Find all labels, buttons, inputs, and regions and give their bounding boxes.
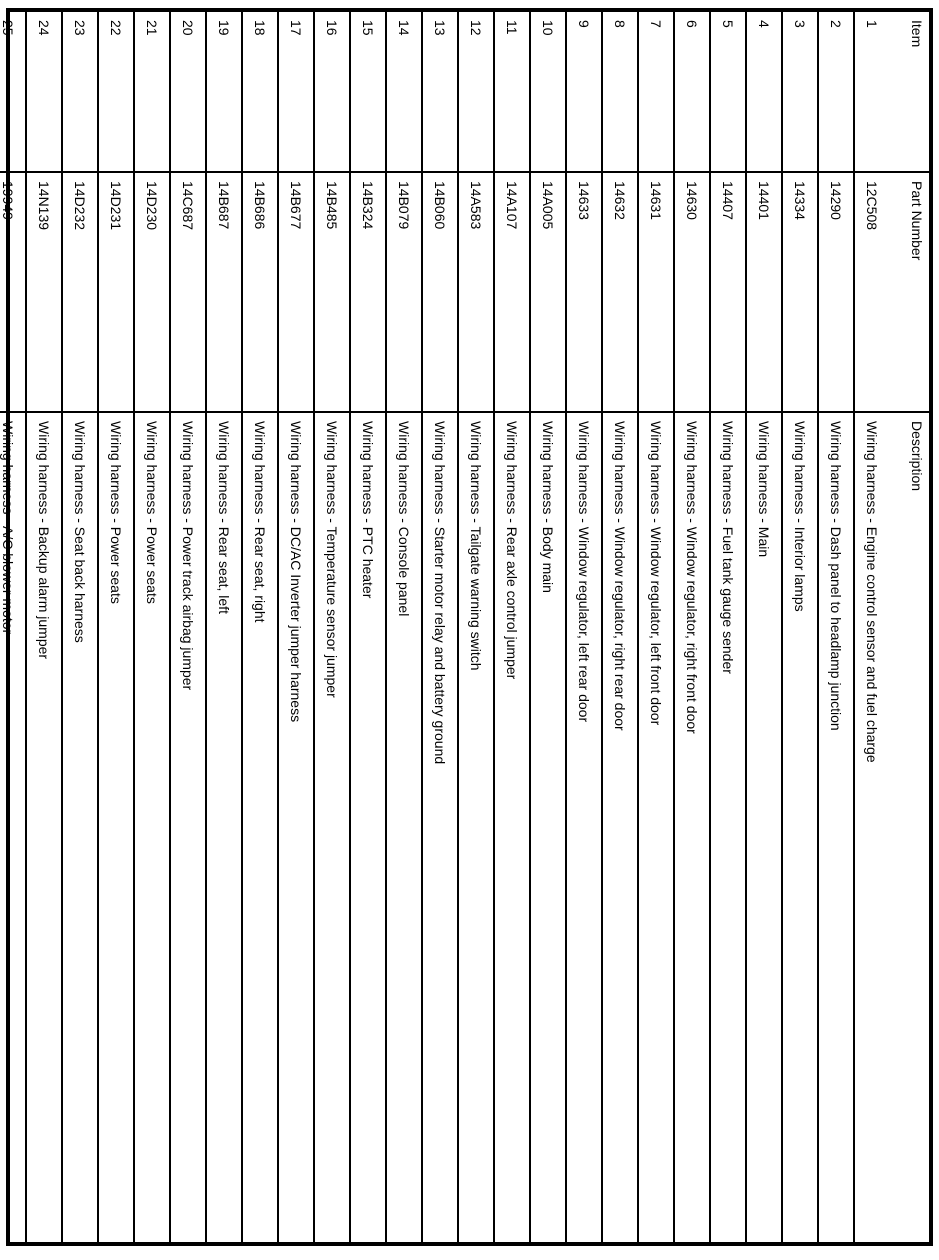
cell-description: Wiring harness - Window regulator, right rear door (612, 421, 628, 731)
table-row (62, 12, 98, 1242)
table-row (422, 12, 458, 1242)
cell-description: Wiring harness - Fuel tank gauge sender (720, 421, 736, 674)
cell-part-number: 14C687 (170, 172, 206, 412)
cell-item: 18 (242, 12, 278, 172)
cell-item: 16 (314, 12, 350, 172)
cell-item: 25 (0, 12, 26, 172)
cell-description: Wiring harness - Power seats (144, 421, 160, 604)
table-row (746, 12, 782, 1242)
cell-item: 10 (530, 12, 566, 172)
table-row (674, 12, 710, 1242)
table-row (242, 12, 278, 1242)
cell-part-number: 14A107 (494, 172, 530, 412)
cell-part-number: 14B324 (350, 172, 386, 412)
cell-item: 8 (602, 12, 638, 172)
table-row (170, 12, 206, 1242)
cell-item: 22 (98, 12, 134, 172)
table-row (710, 12, 746, 1242)
cell-item: 12 (458, 12, 494, 172)
table-body (0, 12, 889, 1242)
cell-part-number: 14B677 (278, 172, 314, 412)
cell-part-number: 14632 (602, 172, 638, 412)
cell-description: Wiring harness - Body main (540, 421, 556, 593)
cell-item: 21 (134, 12, 170, 172)
table-row (98, 12, 134, 1242)
table-row (782, 12, 818, 1242)
cell-item: 23 (62, 12, 98, 172)
table-row (530, 12, 566, 1242)
table-row (0, 12, 26, 1242)
cell-item: 14 (386, 12, 422, 172)
cell-description: Wiring harness - Interior lamps (792, 421, 808, 612)
table-row (26, 12, 62, 1242)
parts-table (0, 12, 929, 1242)
cell-item: 20 (170, 12, 206, 172)
header-item: Item (889, 12, 929, 172)
table-row (494, 12, 530, 1242)
cell-part-number: 14D230 (134, 172, 170, 412)
cell-part-number: 14B687 (206, 172, 242, 412)
cell-item: 2 (818, 12, 854, 172)
cell-part-number: 14290 (818, 172, 854, 412)
cell-description: Wiring harness - DC/AC Inverter jumper harness (288, 421, 304, 723)
cell-description: Wiring harness - Starter motor relay and battery ground (432, 421, 448, 765)
cell-part-number: 19949 (0, 172, 26, 412)
header-description: Description (909, 421, 925, 492)
cell-item: 1 (854, 12, 889, 172)
cell-part-number: 14407 (710, 172, 746, 412)
cell-part-number: 14A583 (458, 172, 494, 412)
table-header-row (889, 12, 929, 1242)
cell-part-number: 14630 (674, 172, 710, 412)
cell-part-number: 14334 (782, 172, 818, 412)
cell-description: Wiring harness - Window regulator, left front door (648, 421, 664, 726)
cell-part-number: 14631 (638, 172, 674, 412)
cell-item: 24 (26, 12, 62, 172)
cell-item: 9 (566, 12, 602, 172)
cell-description: Wiring harness - Rear seat, right (252, 421, 268, 623)
cell-part-number: 14B485 (314, 172, 350, 412)
cell-part-number: 14633 (566, 172, 602, 412)
cell-description: Wiring harness - Dash panel to headlamp junction (828, 421, 844, 731)
cell-item: 5 (710, 12, 746, 172)
table-row (818, 12, 854, 1242)
table-row (206, 12, 242, 1242)
table-row (854, 12, 889, 1242)
cell-part-number: 14D232 (62, 172, 98, 412)
cell-description: Wiring harness - Power track airbag jumper (180, 421, 196, 691)
header-part-number: Part Number (889, 172, 929, 412)
cell-description: Wiring harness - Engine control sensor and fuel charge (864, 421, 880, 763)
cell-part-number: 14A005 (530, 172, 566, 412)
cell-item: 6 (674, 12, 710, 172)
table-row (638, 12, 674, 1242)
cell-description: Wiring harness - Rear axle control jumper (504, 421, 520, 680)
table-row (350, 12, 386, 1242)
cell-part-number: 14B060 (422, 172, 458, 412)
cell-description: Wiring harness - A/C blower motor (0, 421, 16, 635)
cell-description: Wiring harness - Rear seat, left (216, 421, 232, 614)
table-row (314, 12, 350, 1242)
cell-part-number: 14B686 (242, 172, 278, 412)
cell-description: Wiring harness - Temperature sensor jumper (324, 421, 340, 698)
cell-part-number: 14B079 (386, 172, 422, 412)
parts-table-container (0, 8, 933, 1246)
cell-item: 7 (638, 12, 674, 172)
cell-description: Wiring harness - Console panel (396, 421, 412, 617)
cell-description: Wiring harness - PTC heater (360, 421, 376, 599)
table-row (602, 12, 638, 1242)
cell-description: Wiring harness - Tailgate warning switch (468, 421, 484, 671)
table-row (566, 12, 602, 1242)
cell-item: 3 (782, 12, 818, 172)
cell-description: Wiring harness - Window regulator, left rear door (576, 421, 592, 723)
cell-description: Wiring harness - Backup alarm jumper (36, 421, 52, 660)
cell-part-number: 12C508 (854, 172, 889, 412)
cell-part-number: 14D231 (98, 172, 134, 412)
cell-item: 11 (494, 12, 530, 172)
cell-item: 17 (278, 12, 314, 172)
cell-item: 4 (746, 12, 782, 172)
cell-part-number: 14401 (746, 172, 782, 412)
cell-description: Wiring harness - Power seats (108, 421, 124, 604)
table-row (278, 12, 314, 1242)
cell-item: 19 (206, 12, 242, 172)
table-row (386, 12, 422, 1242)
cell-description: Wiring harness - Window regulator, right front door (684, 421, 700, 734)
cell-item: 13 (422, 12, 458, 172)
cell-part-number: 14N139 (26, 172, 62, 412)
cell-description: Wiring harness - Main (756, 421, 772, 558)
cell-description: Wiring harness - Seat back harness (72, 421, 88, 643)
table-row (458, 12, 494, 1242)
cell-item: 15 (350, 12, 386, 172)
table-row (134, 12, 170, 1242)
